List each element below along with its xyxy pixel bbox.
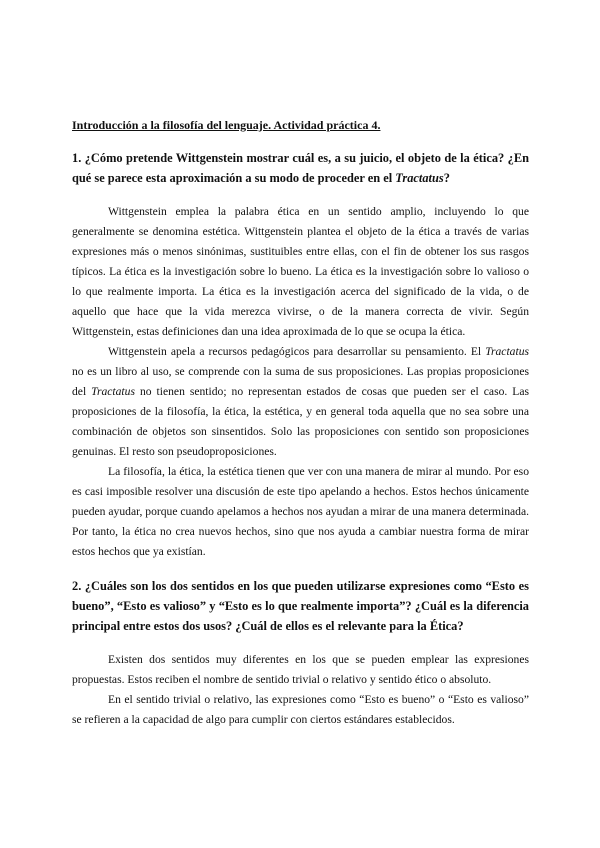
document-page: [72, 116, 529, 730]
question-1: [72, 148, 529, 188]
document-title: Introducción a la filosofía del lenguaje. Actividad práctica 4.: [72, 118, 381, 132]
paragraph-1: Wittgenstein emplea la palabra ética en un sentido amplio, incluyendo lo que generalmente se denomina estética. Wittgenstein plantea el objeto de la ética a través de varias expresiones más o menos sinónimas, sustituibles entre ellas, con el fin de obtener los sus rasgos típicos. La ética es la investigación sobre lo bueno. La ética es la investigación sobre lo valioso o lo que realmente importa. La ética es la investigación acerca del significado de la vida, o de aquello que hace que la vida merezca vivirse, o de la manera correcta de vivir. Según Wittgenstein, estas definiciones dan una idea aproximada de lo que se ocupa la ética.: [72, 205, 529, 338]
paragraph-2-italic-2: Tractatus: [91, 385, 135, 398]
question-1-text: 1. ¿Cómo pretende Wittgenstein mostrar cuál es, a su juicio, el objeto de la ética? ¿En qué se parece esta aproximación a su modo de proceder en el: [72, 151, 529, 185]
paragraph-4: Existen dos sentidos muy diferentes en los que se pueden emplear las expresiones propuestas. Estos reciben el nombre de sentido trivial o relativo y sentido ético o absoluto.: [72, 653, 529, 686]
question-2: 2. ¿Cuáles son los dos sentidos en los que pueden utilizarse expresiones como “Esto es bueno”, “Esto es valioso” y “Esto es lo que realmente importa”? ¿Cuál es la diferencia principal entre estos dos usos? ¿Cuál de ellos es el relevante para la Ética?: [72, 579, 529, 633]
paragraph-2-a: Wittgenstein apela a recursos pedagógicos para desarrollar su pensamiento. El: [108, 345, 486, 358]
paragraph-2-c: no tienen sentido; no representan estados de cosas que pueden ser el caso. Las proposiciones de la filosofía, la ética, la estética, y en general toda aquella que no sea sobre una combinación de objetos son sinsentidos. Solo las proposiciones con sentido son proposiciones genuinas. El resto son pseudoproposiciones.: [72, 385, 529, 458]
paragraph-2-b: no es un libro al uso, se comprende con la suma de sus proposiciones. Las propias proposiciones del: [72, 365, 529, 398]
question-1-end: ?: [443, 171, 450, 185]
paragraph-3: La filosofía, la ética, la estética tienen que ver con una manera de mirar al mundo. Por eso es casi imposible resolver una discusión de este tipo apelando a hechos. Estos hechos únicamente pueden ayudar, porque cuando apelamos a hechos nos ayudan a mirar de una manera determinada. Por tanto, la ética no crea nuevos hechos, sino que nos ayuda a cambiar nuestra forma de mirar estos hechos que ya existían.: [72, 465, 529, 558]
paragraph-5: En el sentido trivial o relativo, las expresiones como “Esto es bueno” o “Esto es valioso” se refieren a la capacidad de algo para cumplir con ciertos estándares establecidos.: [72, 693, 529, 726]
question-1-italic: Tractatus: [395, 171, 444, 185]
paragraph-2-italic-1: Tractatus: [485, 345, 529, 358]
paragraph-2: [72, 342, 529, 462]
